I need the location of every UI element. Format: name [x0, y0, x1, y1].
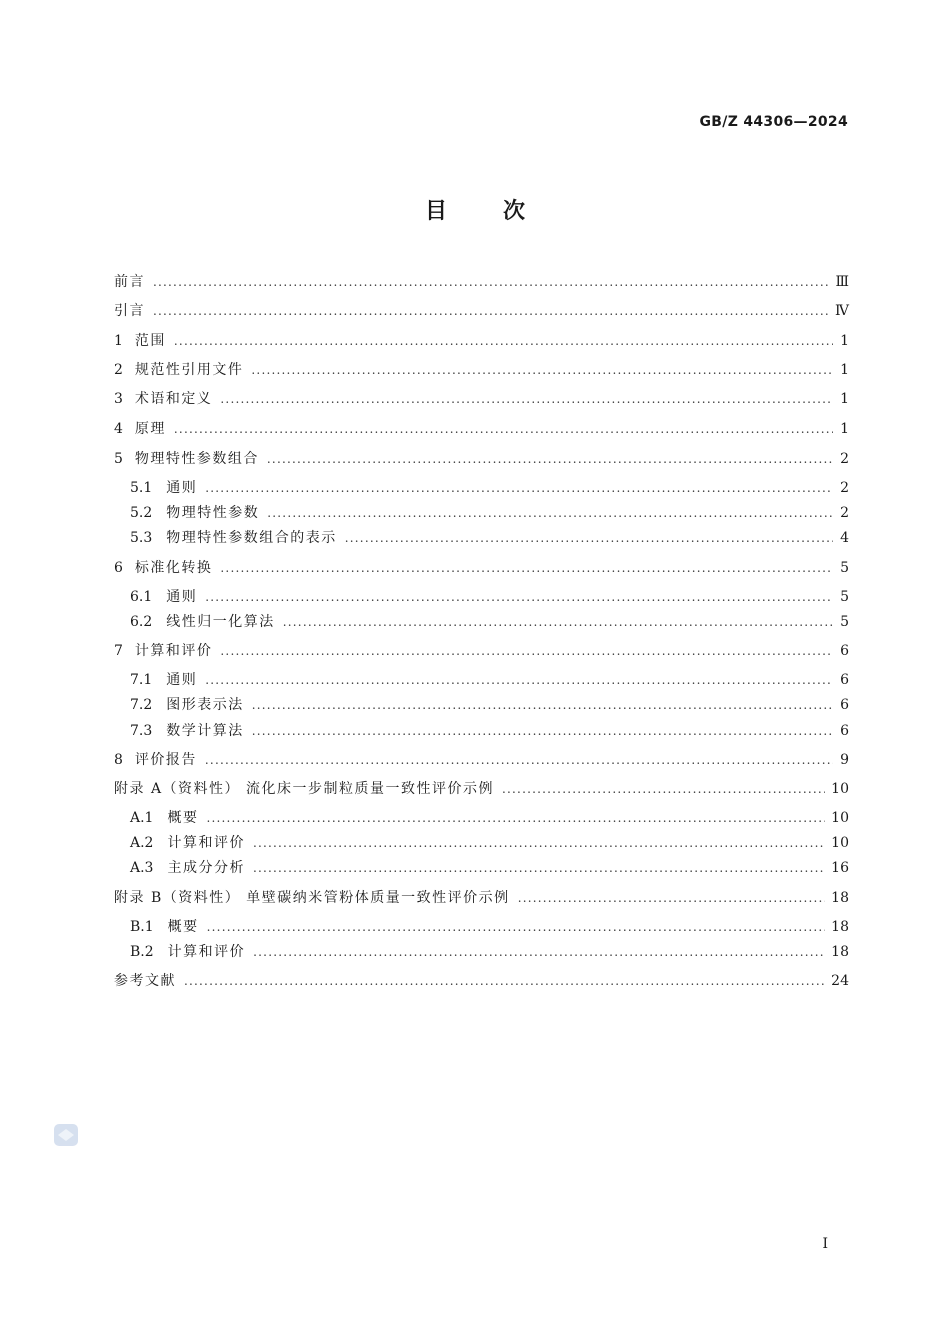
toc-entry-8[interactable] [114, 750, 849, 770]
toc-entry-label: 引言 [114, 303, 145, 319]
toc-entry-page: 1 [840, 333, 849, 349]
toc-entry-label: 数学计算法 [166, 723, 244, 739]
dot-leader [207, 917, 826, 937]
toc-entry-b-2[interactable] [130, 942, 849, 962]
watermark-logo [54, 1124, 78, 1146]
toc-entry-label: 规范性引用文件 [134, 362, 244, 378]
toc-entry-page: Ⅲ [835, 274, 849, 290]
toc-entry-label: 概要 [167, 919, 199, 935]
toc-entry-a-3[interactable] [130, 858, 849, 878]
toc-entry-label: 通则 [166, 672, 198, 688]
toc-entry-page: 1 [840, 421, 849, 437]
dot-leader [205, 478, 833, 498]
toc-entry-page: 4 [840, 530, 849, 546]
toc-entry-label: 附录 A（资料性） 流化床一步制粒质量一致性评价示例 [114, 781, 495, 797]
toc-entry-page: 16 [831, 860, 849, 876]
toc-entry-7-1[interactable] [130, 670, 849, 690]
toc-title: 目次 [424, 199, 581, 224]
dot-leader [174, 331, 833, 351]
toc-entry-page: 2 [840, 451, 849, 467]
toc-entry-number: 1 [114, 333, 123, 349]
toc-entry-number: 5.3 [130, 530, 153, 546]
toc-entry-page: 10 [831, 810, 849, 826]
dot-leader [253, 942, 825, 962]
dot-leader [174, 419, 833, 439]
toc-entry-5-1[interactable] [130, 478, 849, 498]
toc-entry-label: 计算和评价 [167, 835, 245, 851]
dot-leader [252, 721, 833, 741]
toc-entry-number: 6.1 [130, 589, 153, 605]
toc-entry-1[interactable] [114, 331, 849, 351]
toc-entry-6-2[interactable] [130, 612, 849, 632]
dot-leader [205, 750, 833, 770]
dot-leader [345, 528, 833, 548]
toc-entry-4[interactable] [114, 419, 849, 439]
toc-entry-introduction[interactable] [114, 301, 849, 321]
toc-entry-label: 物理特性参数 [166, 505, 260, 521]
toc-entry-page: Ⅳ [835, 303, 849, 319]
dot-leader [253, 858, 825, 878]
toc-entry-label: 物理特性参数组合 [134, 451, 259, 467]
toc-entry-annex-a[interactable] [114, 779, 849, 799]
dot-leader [253, 833, 825, 853]
toc-entry-number: 6.2 [130, 614, 153, 630]
toc-entry-label: 附录 B（资料性） 单壁碳纳米管粉体质量一致性评价示例 [114, 890, 510, 906]
toc-entry-label: 前言 [114, 274, 145, 290]
dot-leader [153, 272, 829, 292]
toc-entry-page: 6 [840, 672, 849, 688]
page-number: I [822, 1236, 828, 1252]
toc-entry-6-1[interactable] [130, 587, 849, 607]
toc-entry-number: A.1 [130, 810, 154, 826]
toc-entry-number: 2 [114, 362, 123, 378]
toc-entry-page: 24 [831, 973, 849, 989]
toc-entry-a-1[interactable] [130, 808, 849, 828]
dot-leader [220, 641, 833, 661]
dot-leader [220, 558, 833, 578]
toc-entry-number: 8 [114, 752, 123, 768]
toc-entry-number: 7 [114, 643, 123, 659]
toc-entry-5-3[interactable] [130, 528, 849, 548]
dot-leader [267, 503, 833, 523]
toc-entry-page: 18 [831, 919, 849, 935]
toc-entry-number: 7.2 [130, 697, 153, 713]
toc-entry-label: 评价报告 [134, 752, 197, 768]
toc-entry-2[interactable] [114, 360, 849, 380]
dot-leader [153, 301, 829, 321]
toc-entry-page: 6 [840, 723, 849, 739]
toc-entry-page: 18 [831, 944, 849, 960]
dot-leader [220, 389, 833, 409]
toc-entry-page: 2 [840, 505, 849, 521]
toc-entry-number: 7.1 [130, 672, 153, 688]
toc-entry-label: 计算和评价 [167, 944, 246, 960]
toc-entry-page: 1 [840, 391, 849, 407]
toc-entry-page: 5 [840, 589, 849, 605]
dot-leader [205, 670, 833, 690]
toc-entry-label: 计算和评价 [134, 643, 213, 659]
toc-entry-page: 1 [840, 362, 849, 378]
toc-entry-label: 概要 [167, 810, 199, 826]
dot-leader [267, 449, 833, 469]
toc-entry-label: 通则 [166, 480, 198, 496]
toc-entry-3[interactable] [114, 389, 849, 409]
toc-entry-7[interactable] [114, 641, 849, 661]
toc-entry-number: 5.2 [130, 505, 153, 521]
toc-entry-page: 2 [840, 480, 849, 496]
toc-entry-label: 线性归一化算法 [166, 614, 275, 630]
toc-entry-page: 9 [840, 752, 849, 768]
toc-entry-b-1[interactable] [130, 917, 849, 937]
toc-entry-label: 主成分分析 [167, 860, 245, 876]
dot-leader [205, 587, 833, 607]
toc-entry-number: B.2 [130, 944, 154, 960]
dot-leader [502, 779, 825, 799]
toc-entry-5-2[interactable] [130, 503, 849, 523]
dot-leader [251, 360, 833, 380]
toc-entry-page: 10 [831, 781, 849, 797]
standard-code: GB/Z 44306—2024 [699, 114, 848, 130]
toc-entry-label: 通则 [166, 589, 198, 605]
toc-entry-number: 4 [114, 421, 123, 437]
toc-entry-7-2[interactable] [130, 695, 849, 715]
toc-entry-number: 7.3 [130, 723, 153, 739]
toc-entry-6[interactable] [114, 558, 849, 578]
toc-entry-page: 6 [840, 643, 849, 659]
toc-entry-label: 原理 [134, 421, 166, 437]
toc-entry-label: 标准化转换 [134, 560, 213, 576]
toc-entry-label: 参考文献 [114, 973, 176, 989]
toc-entry-number: 3 [114, 391, 123, 407]
toc-entry-a-2[interactable] [130, 833, 849, 853]
toc-entry-annex-b[interactable] [114, 888, 849, 908]
toc-entry-page: 6 [840, 697, 849, 713]
dot-leader [283, 612, 833, 632]
toc-entry-page: 10 [831, 835, 849, 851]
dot-leader [518, 888, 825, 908]
toc-entry-number: A.3 [130, 860, 154, 876]
toc-entry-page: 18 [831, 890, 849, 906]
toc-entry-number: 5.1 [130, 480, 153, 496]
dot-leader [252, 695, 833, 715]
toc-entry-5[interactable] [114, 449, 849, 469]
toc-entry-number: A.2 [130, 835, 154, 851]
toc-entry-7-3[interactable] [130, 721, 849, 741]
toc-entry-label: 图形表示法 [166, 697, 244, 713]
toc-entry-label: 术语和定义 [134, 391, 213, 407]
toc-entry-label: 范围 [134, 333, 166, 349]
toc-entry-number: 6 [114, 560, 123, 576]
toc-entry-number: 5 [114, 451, 123, 467]
toc-entry-foreword[interactable] [114, 272, 849, 292]
dot-leader [206, 808, 825, 828]
dot-leader [184, 971, 825, 991]
toc-entry-bibliography[interactable] [114, 971, 849, 991]
toc-entry-page: 5 [840, 560, 849, 576]
toc-entry-number: B.1 [130, 919, 154, 935]
toc-entry-page: 5 [840, 614, 849, 630]
toc-entry-label: 物理特性参数组合的表示 [166, 530, 337, 546]
